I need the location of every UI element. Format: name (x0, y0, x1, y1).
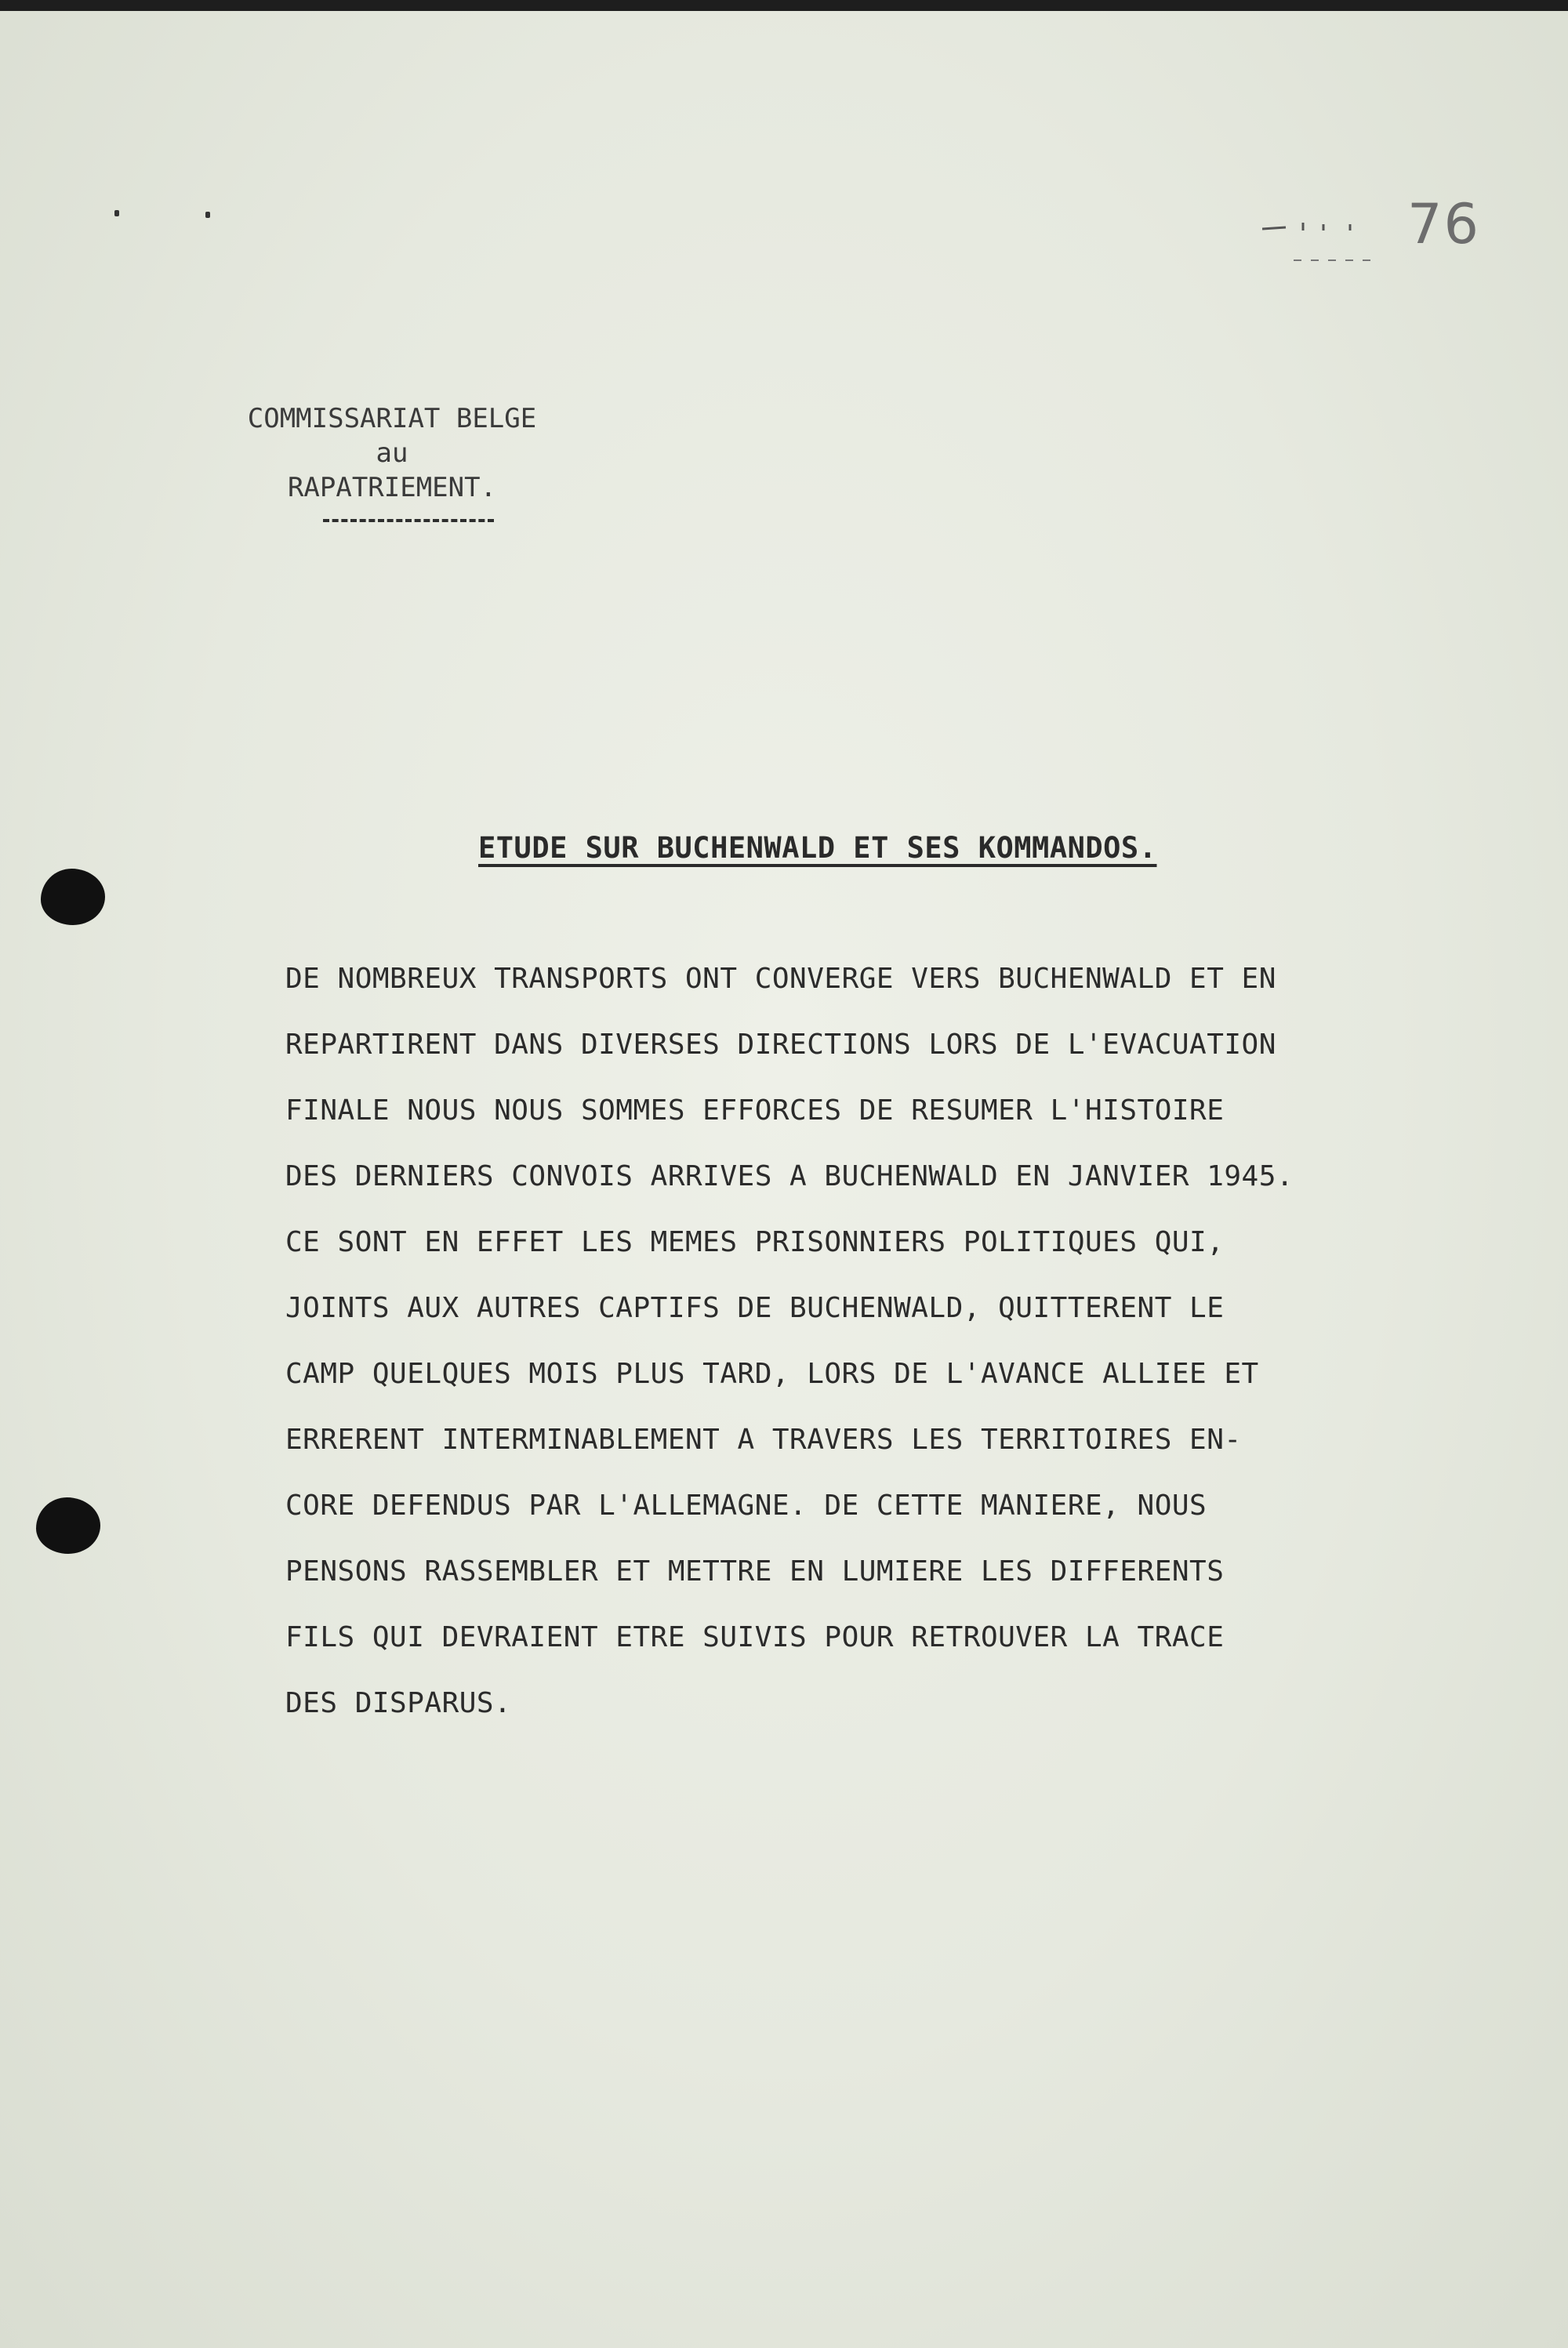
body-line: DES DISPARUS. (285, 1687, 512, 1719)
body-paragraph (285, 946, 1422, 1737)
letterhead-line-1: COMMISSARIAT BELGE (247, 403, 537, 434)
body-line: REPARTIRENT DANS DIVERSES DIRECTIONS LORS DE L'EVACUATION (285, 1029, 1276, 1061)
body-line: CE SONT EN EFFET LES MEMES PRISONNIERS POLITIQUES QUI, (285, 1226, 1225, 1258)
body-line: PENSONS RASSEMBLER ET METTRE EN LUMIERE LES DIFFERENTS (285, 1555, 1225, 1588)
pencil-marks (1262, 212, 1380, 267)
punch-hole-upper (41, 869, 105, 925)
letterhead-line-2: au (376, 437, 408, 469)
body-line: FILS QUI DEVRAIENT ETRE SUIVIS POUR RETROUVER LA TRACE (285, 1621, 1225, 1653)
document-title: ETUDE SUR BUCHENWALD ET SES KOMMANDOS. (478, 831, 1157, 865)
body-line: CAMP QUELQUES MOIS PLUS TARD, LORS DE L'AVANCE ALLIEE ET (285, 1358, 1259, 1390)
body-line: CORE DEFENDUS PAR L'ALLEMAGNE. DE CETTE MANIERE, NOUS (285, 1490, 1207, 1522)
letterhead-divider (323, 519, 494, 522)
body-line: DE NOMBREUX TRANSPORTS ONT CONVERGE VERS BUCHENWALD ET EN (285, 963, 1276, 995)
stray-mark-left (114, 210, 119, 216)
body-line: FINALE NOUS NOUS SOMMES EFFORCES DE RESUMER L'HISTOIRE (285, 1094, 1225, 1127)
stray-mark-right (205, 212, 210, 218)
body-line: DES DERNIERS CONVOIS ARRIVES A BUCHENWALD EN JANVIER 1945. (285, 1160, 1294, 1192)
body-line: JOINTS AUX AUTRES CAPTIFS DE BUCHENWALD, QUITTERENT LE (285, 1292, 1225, 1324)
body-line: ERRERENT INTERMINABLEMENT A TRAVERS LES TERRITOIRES EN- (285, 1424, 1242, 1456)
letterhead (196, 401, 588, 505)
page-number: 76 (1407, 192, 1481, 256)
scan-top-edge (0, 0, 1568, 11)
punch-hole-lower (36, 1497, 100, 1554)
letterhead-line-3: RAPATRIEMENT. (287, 472, 497, 503)
